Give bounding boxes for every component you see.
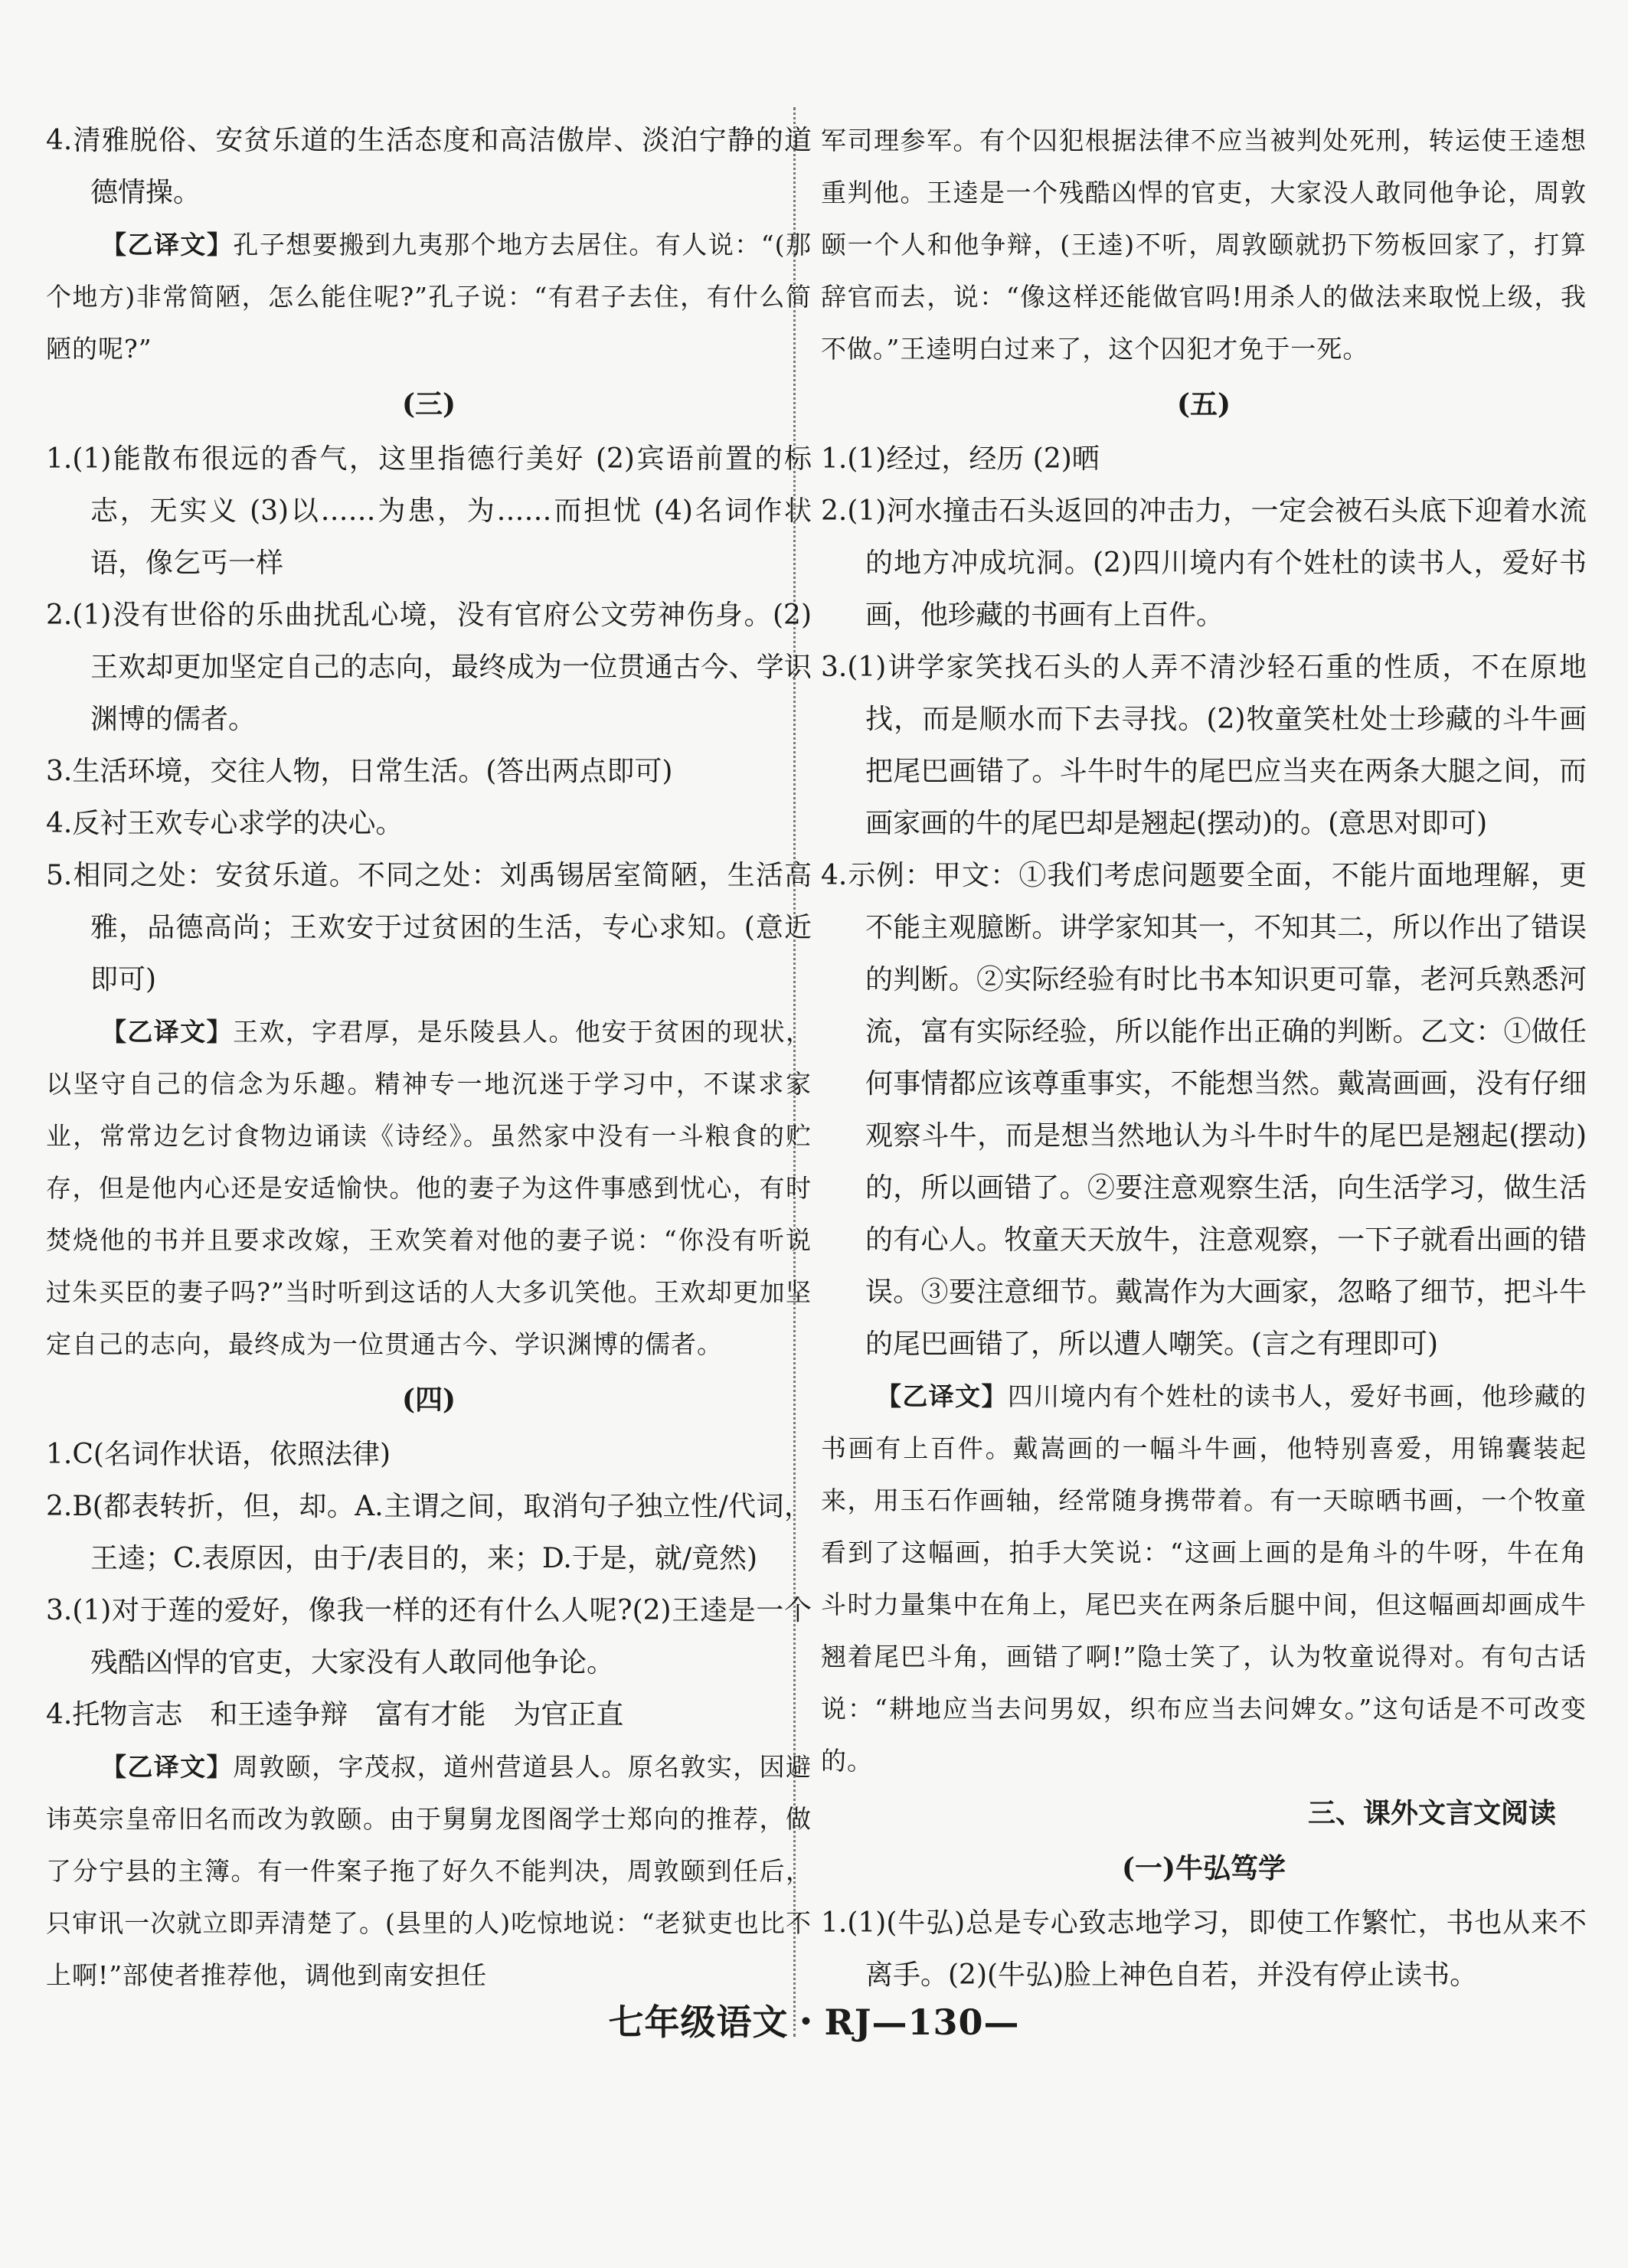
answer-item: 4.清雅脱俗、安贫乐道的生活态度和高洁傲岸、淡泊宁静的道德情操。 [46, 125, 812, 208]
section-heading: (四) [401, 1384, 456, 1416]
translation-text: 孔子想要搬到九夷那个地方去居住。有人说：“(那个地方)非常简陋，怎么能住呢?”孔子说：“有君子去住，有什么简陋的呢?” [46, 230, 812, 364]
translation-text: 王欢，字君厚，是乐陵县人。他安于贫困的现状，以坚守自己的信念为乐趣。精神专一地沉迷于学习中，不谋求家业，常常边乞讨食物边诵读《诗经》。虽然家中没有一斗粮食的贮存，但是他内心还是安适愉快。他的妻子为这件事感到忧心，有时焚烧他的书并且要求改嫁，王欢笑着对他的妻子说：“你没有听说过朱买臣的妻子吗?”当时听到这话的人大多讥笑他。王欢却更加坚定自己的志向，最终成为一位贯通古今、学识渊博的儒者。 [46, 1017, 812, 1359]
answer-item: 2.(1)没有世俗的乐曲扰乱心境，没有官府公文劳神伤身。(2)王欢却更加坚定自己的志向，最终成为一位贯通古今、学识渊博的儒者。 [46, 600, 812, 735]
translation-text: 周敦颐，字茂叔，道州营道县人。原名敦实，因避讳英宗皇帝旧名而改为敦颐。由于舅舅龙图阁学士郑向的推荐，做了分宁县的主簿。有一件案子拖了好久不能判决，周敦颐到任后，只审讯一次就立即弄清楚了。(县里的人)吃惊地说：“老狱吏也比不上啊!”部使者推荐他，调他到南安担任 [46, 1752, 812, 1990]
left-column [46, 115, 812, 2002]
translation-label: 【乙译文】 [101, 1017, 233, 1047]
answer-item: 5.相同之处：安贫乐道。不同之处：刘禹锡居室简陋，生活高雅，品德高尚；王欢安于过贫困的生活，专心求知。(意近即可) [46, 860, 812, 995]
translation-continued: 军司理参军。有个囚犯根据法律不应当被判处死刑，转运使王逵想重判他。王逵是一个残酷凶悍的官吏，大家没人敢同他争论，周敦颐一个人和他争辩，(王逵)不听，周敦颐就扔下笏板回家了，打算辞官而去，说：“像这样还能做官吗!用杀人的做法来取悦上级，我不做。”王逵明白过来了，这个囚犯才免于一死。 [821, 126, 1587, 364]
answer-item: 2.B(都表转折，但，却。A.主谓之间，取消句子独立性/代词，王逵；C.表原因，由于/表目的，来；D.于是，就/竟然) [46, 1491, 812, 1574]
translation-paragraph [46, 1741, 812, 2002]
translation-text: 四川境内有个姓杜的读书人，爱好书画，他珍藏的书画有上百件。戴嵩画的一幅斗牛画，他特别喜爱，用锦囊装起来，用玉石作画轴，经常随身携带着。有一天晾晒书画，一个牧童看到了这幅画，拍手大笑说：“这画上画的是角斗的牛呀，牛在角斗时力量集中在角上，尾巴夹在两条后腿中间，但这幅画却画成牛翘着尾巴斗角，画错了啊!”隐士笑了，认为牧童说得对。有句古话说：“耕地应当去问男奴，织布应当去问婢女。”这句话是不可改变的。 [821, 1381, 1587, 1776]
section-heading: (三) [401, 388, 456, 420]
section-heading: (五) [1176, 388, 1231, 420]
translation-paragraph [46, 1006, 812, 1371]
right-column [821, 115, 1587, 2002]
section-heading: (一)牛弘笃学 [1121, 1852, 1286, 1884]
answer-item: 4.示例：甲文：①我们考虑问题要全面，不能片面地理解，更不能主观臆断。讲学家知其一，不知其二，所以作出了错误的判断。②实际经验有时比书本知识更可靠，老河兵熟悉河流，富有实际经验，所以能作出正确的判断。乙文：①做任何事情都应该尊重事实，不能想当然。戴嵩画画，没有仔细观察斗牛，而是想当然地认为斗牛时牛的尾巴是翘起(摆动)的，所以画错了。②要注意观察生活，向生活学习，做生活的有心人。牧童天天放牛，注意观察，一下子就看出画的错误。③要注意细节。戴嵩作为大画家，忽略了细节，把斗牛的尾巴画错了，所以遭人嘲笑。(言之有理即可) [821, 860, 1587, 1360]
translation-label: 【乙译文】 [101, 1752, 233, 1782]
translation-paragraph [46, 219, 812, 375]
answer-item: 1.(1)(牛弘)总是专心致志地学习，即使工作繁忙，书也从来不离手。(2)(牛弘)脸上神色自若，并没有停止读书。 [821, 1907, 1587, 1991]
answer-item: 4.反衬王欢专心求学的决心。 [46, 808, 404, 839]
answer-item: 2.(1)河水撞击石头返回的冲击力，一定会被石头底下迎着水流的地方冲成坑洞。(2)四川境内有个姓杜的读书人，爱好书画，他珍藏的书画有上百件。 [821, 495, 1587, 631]
answer-item: 3.(1)对于莲的爱好，像我一样的还有什么人呢?(2)王逵是一个残酷凶悍的官吏，大家没有人敢同他争论。 [46, 1595, 812, 1678]
translation-label: 【乙译文】 [101, 230, 234, 260]
translation-paragraph [821, 1371, 1587, 1787]
answer-item: 1.(1)经过，经历 (2)晒 [821, 443, 1100, 475]
part-heading: 三、课外文言文阅读 [1307, 1797, 1556, 1829]
page-footer: 七年级语文・RJ—130— [608, 2002, 1020, 2043]
answer-item: 3.(1)讲学家笑找石头的人弄不清沙轻石重的性质，不在原地找，而是顺水而下去寻找。(2)牧童笑杜处士珍藏的斗牛画把尾巴画错了。斗牛时牛的尾巴应当夹在两条大腿之间，而画家画的牛的尾巴却是翘起(摆动)的。(意思对即可) [821, 652, 1587, 839]
answer-item: 4.托物言志 和王逵争辩 富有才能 为官正直 [46, 1699, 624, 1730]
answer-item: 1.C(名词作状语，依照法律) [46, 1439, 391, 1470]
answer-item: 1.(1)能散布很远的香气，这里指德行美好 (2)宾语前置的标志，无实义 (3)以……为患，为……而担忧 (4)名词作状语，像乞丐一样 [46, 443, 812, 579]
answer-item: 3.生活环境，交往人物，日常生活。(答出两点即可) [46, 756, 673, 787]
translation-label: 【乙译文】 [876, 1381, 1008, 1411]
